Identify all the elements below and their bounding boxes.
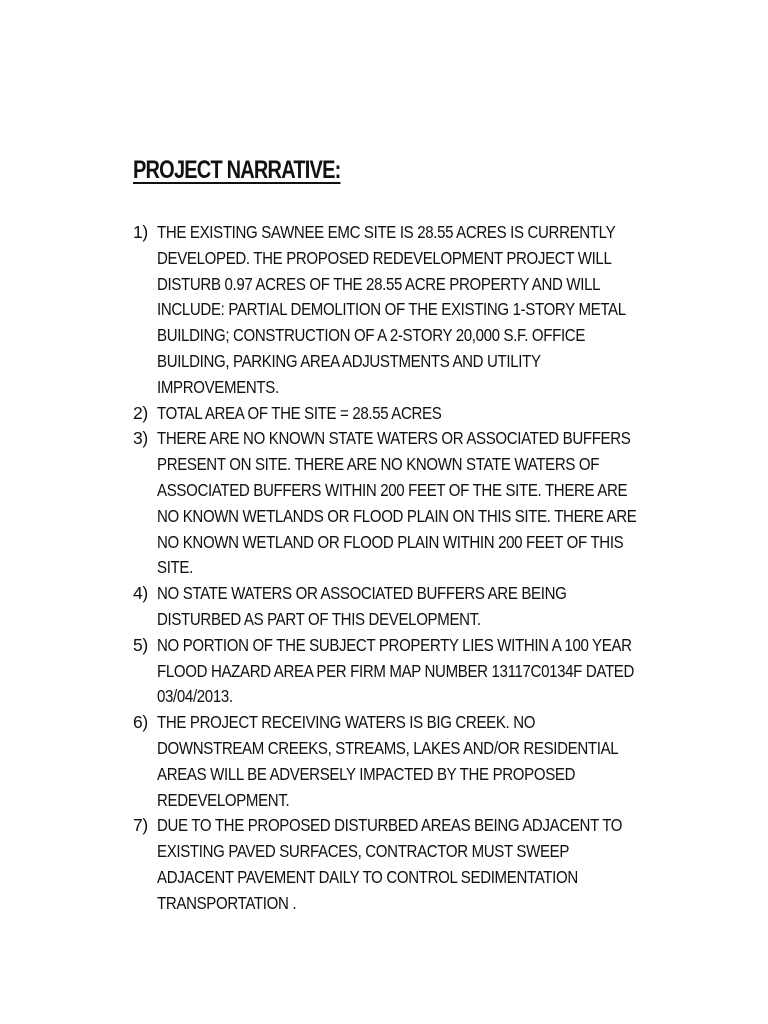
narrative-item-1 [133,220,643,401]
item-number: 3) [133,428,148,449]
narrative-list [133,220,643,917]
item-text: THERE ARE NO KNOWN STATE WATERS OR ASSOCIATED BUFFERS PRESENT ON SITE. THERE ARE NO KNOWN STATE WATERS OF ASSOCIATED BUFFERS WITHIN 200 FEET OF THE SITE. THERE ARE NO KNOWN WETLANDS OR FLOOD PLAIN ON THIS SITE. THERE ARE NO KNOWN WETLAND OR FLOOD PLAIN WITHIN 200 FEET OF THIS SITE. [157,428,637,578]
narrative-item-3 [133,426,643,581]
item-number: 4) [133,583,148,604]
narrative-item-6 [133,710,643,813]
item-text: THE EXISTING SAWNEE EMC SITE IS 28.55 ACRES IS CURRENTLY DEVELOPED. THE PROPOSED REDEVELOPMENT PROJECT WILL DISTURB 0.97 ACRES OF THE 28.55 ACRE PROPERTY AND WILL INCLUDE: PARTIAL DEMOLITION OF THE EXISTING 1-STORY METAL BUILDING; CONSTRUCTION OF A 2-STORY 20,000 S.F. OFFICE BUILDING, PARKING AREA ADJUSTMENTS AND UTILITY IMPROVEMENTS. [157,222,626,397]
item-text: THE PROJECT RECEIVING WATERS IS BIG CREEK. NO DOWNSTREAM CREEKS, STREAMS, LAKES AND/OR RESIDENTIAL AREAS WILL BE ADVERSELY IMPACTED BY THE PROPOSED REDEVELOPMENT. [157,712,618,810]
narrative-item-7 [133,813,643,916]
item-text: DUE TO THE PROPOSED DISTURBED AREAS BEING ADJACENT TO EXISTING PAVED SURFACES, CONTRACTOR MUST SWEEP ADJACENT PAVEMENT DAILY TO CONTROL SEDIMENTATION TRANSPORTATION . [157,815,623,913]
item-text: NO STATE WATERS OR ASSOCIATED BUFFERS ARE BEING DISTURBED AS PART OF THIS DEVELOPMENT. [157,583,567,629]
narrative-item-5 [133,633,643,710]
item-number: 1) [133,222,148,242]
narrative-item-2 [133,401,643,427]
item-number: 6) [133,712,148,733]
document-title: PROJECT NARRATIVE: [133,156,341,184]
item-number: 7) [133,815,148,836]
item-number: 2) [133,402,148,423]
item-text: TOTAL AREA OF THE SITE = 28.55 ACRES [157,402,442,423]
item-text: NO PORTION OF THE SUBJECT PROPERTY LIES WITHIN A 100 YEAR FLOOD HAZARD AREA PER FIRM MAP NUMBER 13117C0134F DATED 03/04/2013. [157,634,635,707]
item-number: 5) [133,634,148,655]
narrative-item-4 [133,581,643,633]
